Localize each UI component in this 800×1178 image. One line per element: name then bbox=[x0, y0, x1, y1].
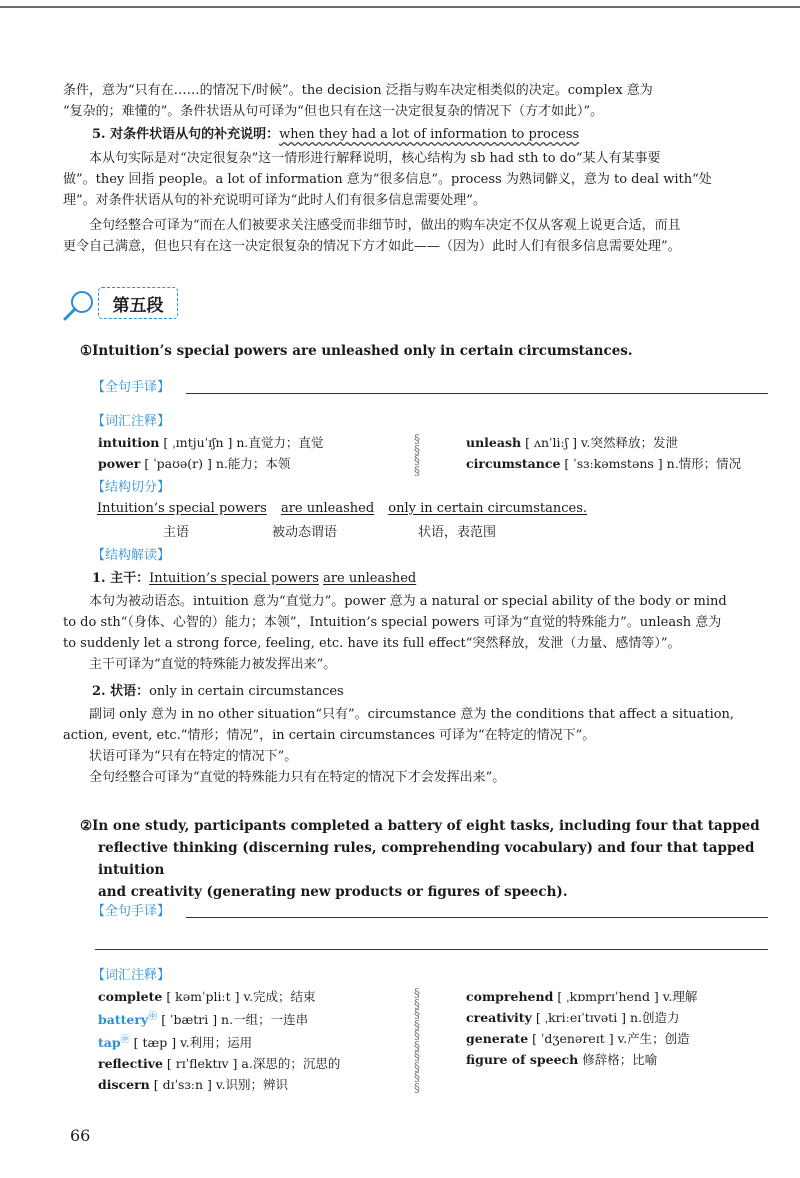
main-clause-heading bbox=[92, 568, 772, 589]
section-title: 5. 对条件状语从句的补充说明： bbox=[92, 127, 280, 142]
sentence-2 bbox=[80, 815, 780, 903]
section-header bbox=[62, 285, 212, 325]
adverbial-body bbox=[63, 704, 768, 788]
vocab-item: reflective [ rɪˈflektɪv ] a.深思的；沉思的 bbox=[98, 1056, 341, 1072]
main-clause-body bbox=[63, 591, 768, 675]
split-subject-label: 主语 bbox=[163, 525, 190, 540]
vocab-item: unleash [ ʌnˈliːʃ ] v.突然释放；发泄 bbox=[466, 435, 678, 450]
text-line: 理”。对条件状语从句的补充说明可译为“此时人们有很多信息需要处理”。 bbox=[63, 193, 486, 208]
page-number: 66 bbox=[70, 1126, 91, 1145]
vocab-label: 【词汇注释】 bbox=[92, 414, 171, 429]
magnifier-icon bbox=[62, 288, 100, 324]
translate-label: 【全句手译】 bbox=[92, 380, 171, 395]
structure-split bbox=[97, 498, 777, 519]
vocab-separator: § § § § § § § § § § bbox=[414, 986, 420, 1095]
sentence-line: and creativity (generating new products or figures of speech). bbox=[98, 884, 568, 900]
split-subject: Intuition’s special powers bbox=[97, 501, 267, 516]
analysis-title: 1. 主干： bbox=[92, 571, 150, 586]
adverbial-heading bbox=[92, 681, 772, 702]
main-subject: Intuition’s special powers bbox=[149, 571, 319, 586]
vocab-item: creativity [ ˌkriːeɪˈtɪvəti ] n.创造力 bbox=[466, 1010, 680, 1025]
vocab-left-s1 bbox=[98, 432, 408, 474]
section5-heading bbox=[92, 124, 772, 145]
text-line: 副词 only 意为 in no other situation“只有”。circumstance 意为 the conditions that affect a situation, bbox=[89, 707, 735, 722]
continuation-text bbox=[63, 80, 763, 122]
top-border bbox=[0, 6, 800, 8]
split-label: 【结构切分】 bbox=[92, 480, 171, 495]
text-line: 做”。they 回指 people。a lot of information 意为“很多信息”。process 为熟词僻义，意为 to deal with“处 bbox=[63, 172, 712, 187]
vocab-item: generate [ ˈdʒenəreɪt ] v.产生；创造 bbox=[466, 1031, 690, 1046]
vocab-item: comprehend [ ˌkɒmprɪˈhend ] v.理解 bbox=[466, 989, 698, 1004]
translation-line bbox=[95, 949, 768, 950]
text-line: action, event, etc.“情形；情况”，in certain circumstances 可译为“在特定的情况下”。 bbox=[63, 728, 596, 743]
section5-body bbox=[63, 148, 768, 257]
text-line: 状语可译为“只有在特定的情况下”。 bbox=[89, 749, 298, 764]
text-line: to suddenly let a strong force, feeling, etc. have its full effect“突然释放，发泄（力量、感情等）”。 bbox=[63, 636, 681, 651]
text-line: “复杂的；难懂的”。条件状语从句可译为“但也只有在这一决定很复杂的情况下（方才如此）”。 bbox=[63, 104, 604, 119]
section-sentence: when they had a lot of information to process bbox=[279, 127, 580, 142]
vocab-left-s2 bbox=[98, 986, 408, 1095]
vocab-item: tap㊥ [ tæp ] v.利用；运用 bbox=[98, 1035, 253, 1051]
vocab-item: circumstance [ ˈsɜːkəmstəns ] n.情形；情况 bbox=[466, 456, 742, 471]
translation-line bbox=[186, 917, 768, 918]
mark-icon: ㊥ bbox=[148, 1012, 158, 1022]
vocab-item: power [ ˈpaʊə(r) ] n.能力；本领 bbox=[98, 456, 291, 471]
split-predicate: are unleashed bbox=[280, 501, 375, 516]
vocab-item: battery㊥ [ ˈbætri ] n.一组；一连串 bbox=[98, 1012, 309, 1028]
text-line: 条件，意为“只有在……的情况下/时候”。the decision 泛指与购车决定相类似的决定。complex 意为 bbox=[63, 83, 653, 98]
analysis-label: 【结构解读】 bbox=[92, 548, 171, 563]
vocab-right-s1 bbox=[466, 432, 766, 474]
text-line: 主干可译为“直觉的特殊能力被发挥出来”。 bbox=[89, 657, 337, 672]
split-predicate-label: 被动态谓语 bbox=[272, 525, 338, 540]
translation-line bbox=[186, 393, 768, 394]
text-line: 本从句实际是对“决定很复杂”这一情形进行解释说明，核心结构为 sb had sth to do“某人有某事要 bbox=[89, 151, 661, 166]
sentence-line: ②In one study, participants completed a battery of eight tasks, including four that tapped bbox=[80, 818, 760, 834]
vocab-item: discern [ dɪˈsɜːn ] v.识别；辨识 bbox=[98, 1077, 288, 1093]
main-predicate: are unleashed bbox=[323, 571, 417, 586]
adverbial-text: only in certain circumstances bbox=[149, 684, 344, 699]
vocab-right-s2 bbox=[466, 986, 766, 1070]
sentence-1: ①Intuition’s special powers are unleashed only in certain circumstances. bbox=[80, 343, 633, 359]
section-title: 第五段 bbox=[112, 295, 164, 316]
split-adverbial: only in certain circumstances. bbox=[388, 501, 588, 516]
vocab-item: complete [ kəmˈpliːt ] v.完成；结束 bbox=[98, 989, 316, 1004]
vocab-label: 【词汇注释】 bbox=[92, 968, 171, 983]
vocab-separator: § § § § bbox=[414, 432, 420, 478]
analysis-title: 2. 状语： bbox=[92, 684, 150, 699]
text-line: 全句经整合可译为“而在人们被要求关注感受而非细节时，做出的购车决定不仅从客观上说更合适，而且 bbox=[89, 218, 681, 233]
sentence-line: reflective thinking (discerning rules, comprehending vocabulary) and four that tapped intuition bbox=[98, 840, 755, 878]
text-line: 更令自己满意，但也只有在这一决定很复杂的情况下方才如此——（因为）此时人们有很多信息需要处理”。 bbox=[63, 239, 681, 254]
split-adverbial-label: 状语，表范围 bbox=[418, 525, 497, 540]
vocab-item: figure of speech 修辞格；比喻 bbox=[466, 1052, 658, 1067]
vocab-item: intuition [ ˌɪntjuˈɪʃn ] n.直觉力；直觉 bbox=[98, 435, 324, 450]
text-line: 本句为被动语态。intuition 意为“直觉力”。power 意为 a natural or special ability of the body or mind bbox=[89, 594, 727, 609]
section-title-box bbox=[98, 287, 178, 319]
mark-icon: ㊥ bbox=[120, 1035, 130, 1046]
text-line: 全句经整合可译为“直觉的特殊能力只有在特定的情况下才会发挥出来”。 bbox=[89, 770, 506, 785]
text-line: to do sth“（身体、心智的）能力；本领”，Intuition’s special powers 可译为“直觉的特殊能力”。unleash 意为 bbox=[63, 615, 722, 630]
translate-label: 【全句手译】 bbox=[92, 904, 171, 919]
